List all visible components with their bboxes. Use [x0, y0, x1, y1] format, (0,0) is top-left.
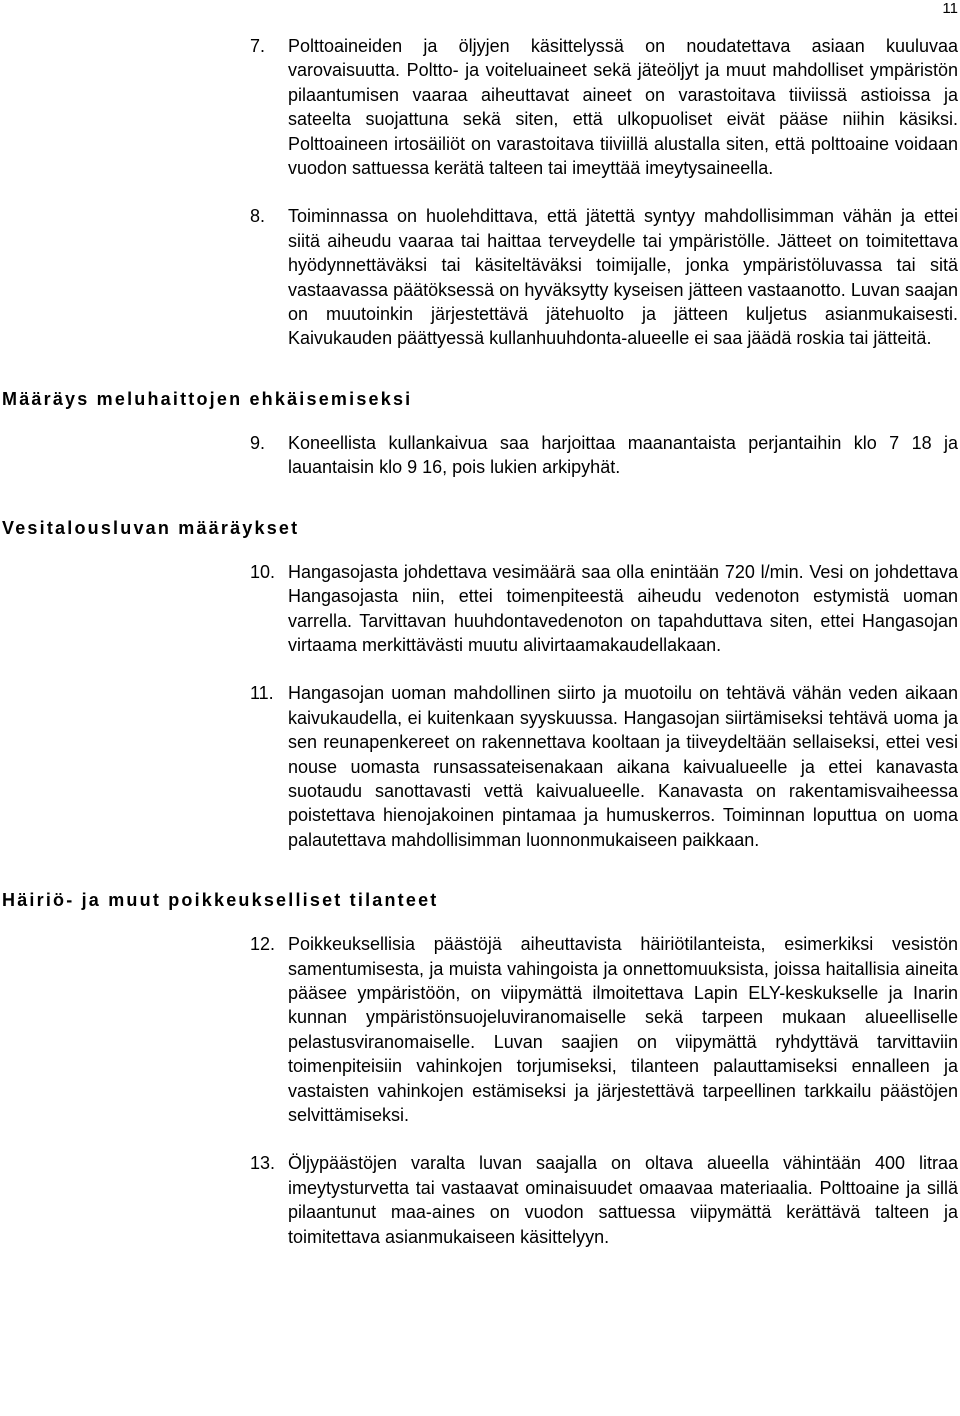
list-item — [0, 204, 958, 350]
item-text: Toiminnassa on huolehdittava, että jätettä syntyy mahdollisimman vähän ja ettei siitä aiheudu vaaraa tai haittaa terveydelle tai ympäristölle. Jätteet on toimitettava hyödynnettäväksi tai käsiteltäväksi toimijalle, jonka ympäristöluvassa tai sitä vastaavassa päätöksessä on hyväksytty kyseisen jätteen vastaanotto. Luvan saajan on muutoinkin järjestettävä jätehuolto ja jätteen kuljetus asianmukaisesti. Kaivukauden päättyessä kullanhuuhdonta-alueelle ei saa jäädä roskia tai jätteitä. — [288, 206, 958, 349]
item-text: Hangasojan uoman mahdollinen siirto ja muotoilu on tehtävä vähän veden aikaan kaivukaudella, ei kuitenkaan syyskuussa. Hangasojan siirtämiseksi tehtävä uoma ja sen reunapenkereet on rakennettava kooltaan ja tiiveydeltään sellaiseksi, ettei vesi nouse uomasta runsassateisenakaan aikana kaivualueelle ja ettei kanavasta suotaudu sanottavasti vettä kaivualueelle. Kanavasta on rakentamisvaiheessa poistettava hienojakoinen pintamaa ja humuskerros. Toiminnan loputtua on uoma palautettava mahdollisimman luonnonmukaiseen paikkaan. — [288, 683, 958, 850]
list-item — [0, 431, 958, 480]
item-number: 9. — [250, 432, 266, 453]
section-heading: Määräys meluhaittojen ehkäisemiseksi — [2, 388, 413, 409]
item-text: Polttoaineiden ja öljyjen käsittelyssä on noudatettava asiaan kuuluvaa varovaisuutta. Poltto- ja voiteluaineet sekä jäteöljyt ja muut mahdolliset ympäristön pilaantumisen vaaraa aiheuttavat aineet on varastoitava tiiviissä astioissa ja sateelta suojattuna sekä siten, että ulkopuoliset eivät pääse niihin käsiksi. Polttoaineen irtosäiliöt on varastoitava tiiviillä alustalla siten, että polttoaine voidaan vuodon sattuessa kerätä talteen tai imeyttää imeytysaineella. — [288, 36, 958, 179]
section-heading: Vesitalousluvan määräykset — [2, 517, 300, 538]
list-item — [0, 681, 958, 852]
item-number: 12. — [250, 934, 276, 955]
page-number: 11 — [942, 0, 958, 17]
item-text: Poikkeuksellisia päästöjä aiheuttavista häiriötilanteista, esimerkiksi vesistön samentumisesta, ja muista vahingoista ja onnettomuuksista, joissa haitallisia aineita pääsee ympäristöön, on viipymättä ilmoitettava Lapin ELY-keskukselle ja Inarin kunnan ympäristönsuojeluviranomaiselle sekä tarpeen mukaan alueelliselle pelastusviranomaiselle. Luvan saajien on viipymättä ryhdyttävä tarvittaviin toimenpiteisiin vahinkojen torjumiseksi, tilanteen palauttamiseksi ennalleen ja vastaisten vahinkojen estämiseksi ja järjestettävä tarpeellinen tarkkailu päästöjen selvittämiseksi. — [288, 934, 958, 1125]
item-text: Koneellista kullankaivua saa harjoittaa maanantaista perjantaihin klo 7 18 ja lauantaisin klo 9 16, pois lukien arkipyhät. — [288, 432, 958, 478]
item-number: 11. — [250, 683, 274, 704]
item-number: 10. — [250, 561, 276, 582]
item-text: Hangasojasta johdettava vesimäärä saa olla enintään 720 l/min. Vesi on johdettava Hangasojasta niin, ettei toimenpiteestä aiheudu vedenoton estymistä uoman varrella. Tarvittavan huuhdontavedenoton on tapahduttava siten, ettei Hangasojan virtaama merkittävästi muutu alivirtaamakaudellakaan. — [288, 561, 958, 655]
item-text: Öljypäästöjen varalta luvan saajalla on oltava alueella vähintään 400 litraa imeytysturvetta tai vastaavat ominaisuudet omaavaa materiaalia. Polttoaine ja sillä pilaantunut maa-aines on vuodon sattuessa viipymättä kerättävä talteen ja toimitettava asianmukaiseen käsittelyyn. — [288, 1153, 958, 1247]
item-number: 8. — [250, 206, 266, 227]
list-item — [0, 1151, 958, 1249]
list-item — [0, 560, 958, 658]
item-number: 13. — [250, 1153, 276, 1174]
list-item — [0, 932, 958, 1127]
section-heading: Häiriö- ja muut poikkeukselliset tilanteet — [2, 890, 439, 911]
document-body — [0, 34, 960, 1249]
item-number: 7. — [250, 36, 266, 56]
list-item — [0, 34, 958, 180]
